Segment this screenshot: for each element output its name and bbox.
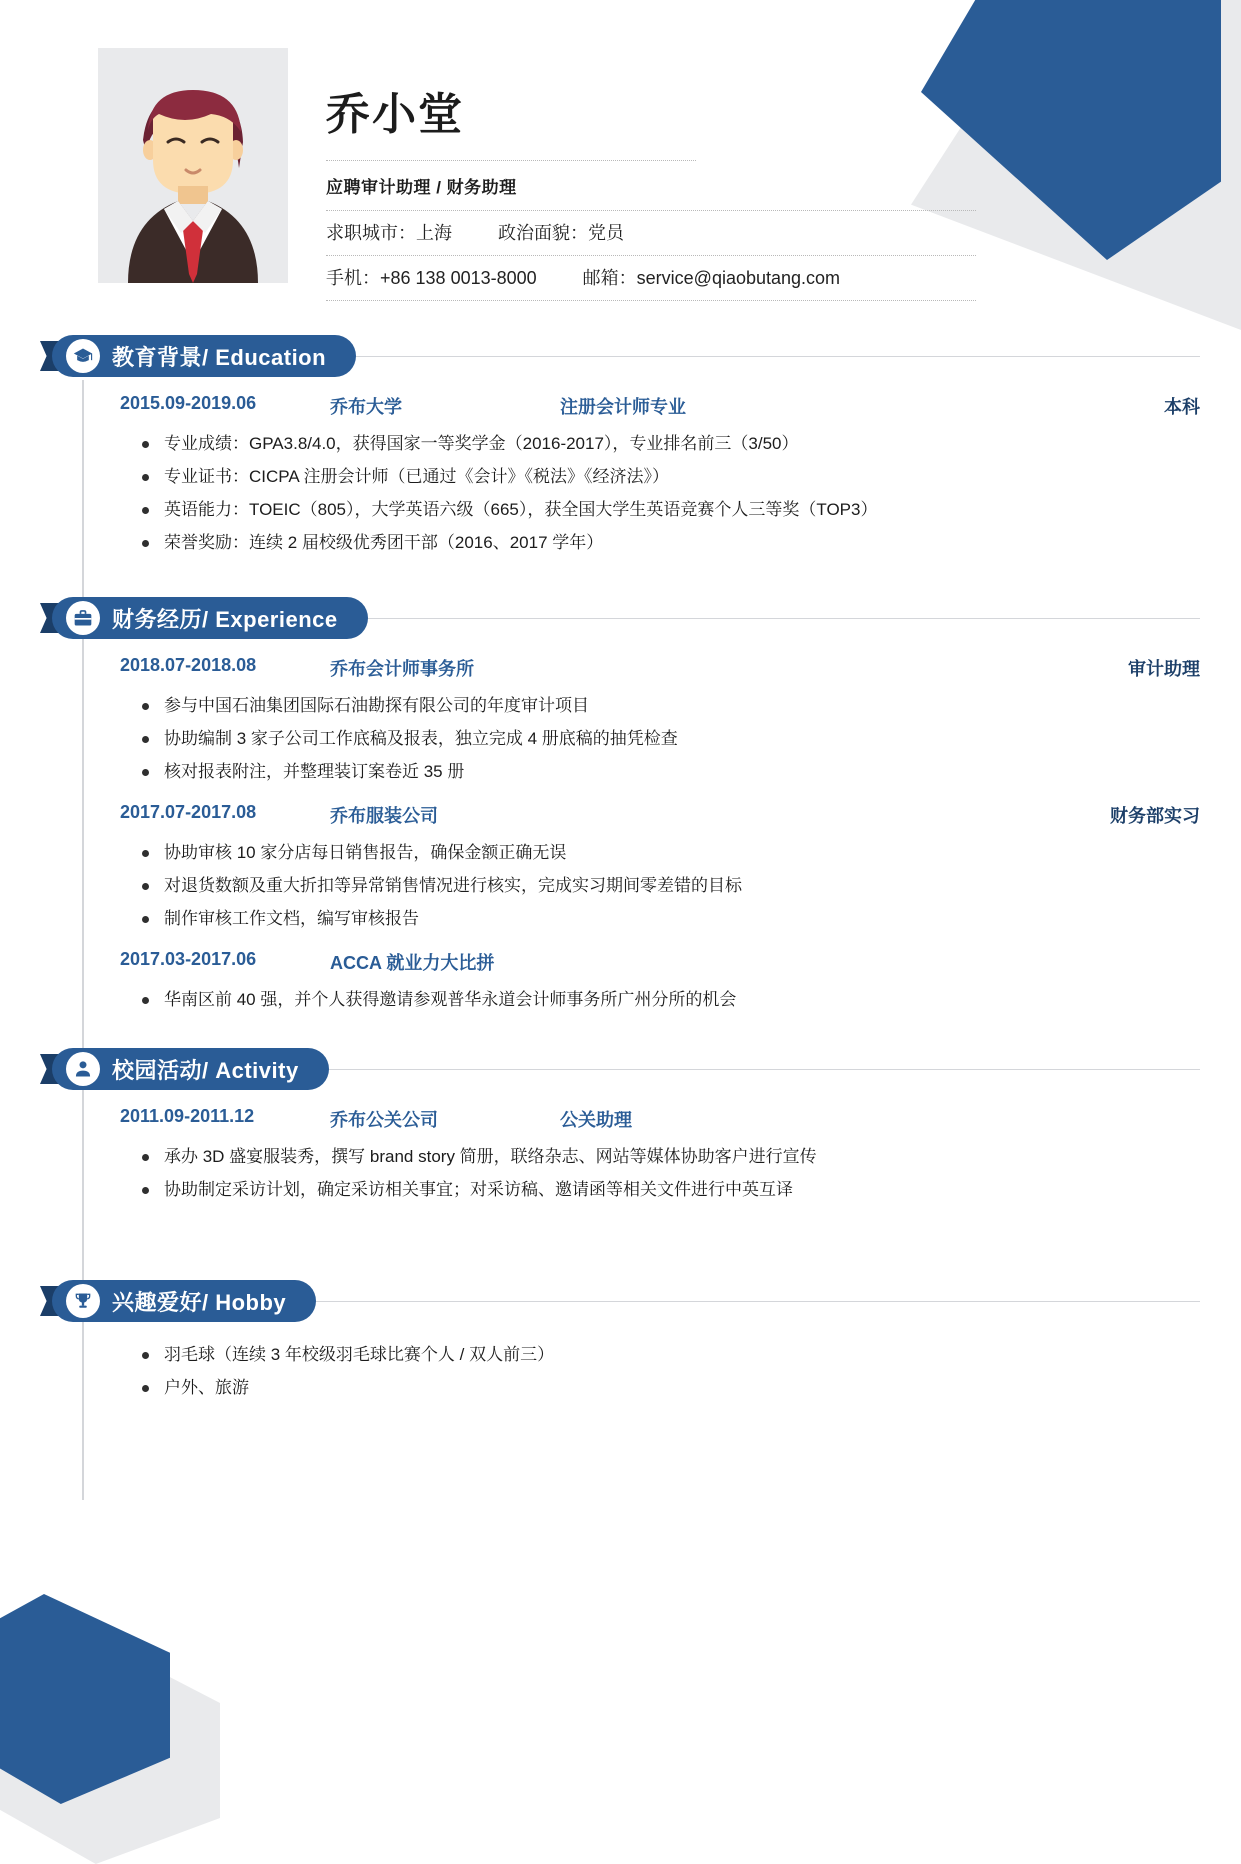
entry-role xyxy=(1080,949,1200,975)
section-banner xyxy=(40,597,1200,639)
entry-header xyxy=(120,655,1200,681)
list-item: 羽毛球（连续 3 年校级羽毛球比赛个人 / 双人前三） xyxy=(120,1338,1200,1371)
bullet-list xyxy=(120,689,1200,788)
list-item: 华南区前 40 强，并个人获得邀请参观普华永道会计师事务所广州分所的机会 xyxy=(120,983,1200,1016)
briefcase-icon xyxy=(66,601,100,635)
entry-date: 2017.07-2017.08 xyxy=(120,802,257,822)
entry xyxy=(120,949,1200,1016)
entry-organization: 乔布服装公司 xyxy=(330,806,438,826)
section-banner xyxy=(40,1280,1200,1322)
entry-header xyxy=(120,802,1200,828)
bullet-list xyxy=(120,983,1200,1016)
list-item: 协助制定采访计划，确定采访相关事宜；对采访稿、邀请函等相关文件进行中英互译 xyxy=(120,1173,1200,1206)
section-banner xyxy=(40,335,1200,377)
bullet-list xyxy=(120,836,1200,935)
entry-role xyxy=(1080,1106,1200,1132)
entry xyxy=(120,802,1200,935)
list-item: 户外、旅游 xyxy=(120,1371,1200,1404)
name-block xyxy=(326,48,1058,288)
entry-header xyxy=(120,393,1200,419)
section-rule xyxy=(319,1069,1200,1070)
entry-role: 财务部实习 xyxy=(1110,806,1200,826)
entry-header xyxy=(120,1106,1200,1132)
political-label: 政治面貌：党员 xyxy=(498,223,624,243)
list-item: 制作审核工作文档，编写审核报告 xyxy=(120,902,1200,935)
entry-organization: 乔布会计师事务所 xyxy=(330,659,474,679)
banner-pill xyxy=(52,1280,316,1322)
section-rule xyxy=(358,618,1200,619)
phone-label: 手机：+86 138 0013-8000 xyxy=(326,268,537,288)
entry-list xyxy=(120,1338,1200,1404)
list-item: 核对报表附注，并整理装订案卷近 35 册 xyxy=(120,755,1200,788)
entry-list xyxy=(120,1106,1200,1206)
entry-major xyxy=(560,949,1080,975)
entry-list xyxy=(120,655,1200,1016)
page-title: 乔小堂 xyxy=(326,90,464,139)
banner-pill xyxy=(52,597,368,639)
entry-date: 2017.03-2017.06 xyxy=(120,949,257,969)
entry-organization: ACCA 就业力大比拼 xyxy=(330,953,495,973)
section-title: 教育背景/ Education xyxy=(112,344,327,370)
contact-row-1 xyxy=(326,211,1058,255)
entry xyxy=(120,1338,1200,1404)
entry-role: 审计助理 xyxy=(1128,659,1200,679)
entry-date: 2011.09-2011.12 xyxy=(120,1106,255,1126)
entry-list xyxy=(120,393,1200,559)
entry-role: 本科 xyxy=(1164,397,1200,417)
resume-header xyxy=(98,48,1058,288)
bullet-list xyxy=(120,1140,1200,1206)
list-item: 对退货数额及重大折扣等异常销售情况进行核实，完成实习期间零差错的目标 xyxy=(120,869,1200,902)
list-item: 专业证书：CICPA 注册会计师（已通过《会计》《税法》《经济法》） xyxy=(120,460,1200,493)
section-1 xyxy=(40,335,1200,573)
entry xyxy=(120,393,1200,559)
bullet-list xyxy=(120,1338,1200,1404)
section-title: 兴趣爱好/ Hobby xyxy=(112,1289,287,1315)
city-label: 求职城市：上海 xyxy=(326,223,452,243)
avatar-illustration-icon xyxy=(98,78,288,283)
list-item: 协助编制 3 家子公司工作底稿及报表，独立完成 4 册底稿的抽凭检查 xyxy=(120,722,1200,755)
section-4 xyxy=(40,1280,1200,1418)
trophy-icon xyxy=(66,1284,100,1318)
section-title: 财务经历/ Experience xyxy=(112,606,338,632)
list-item: 参与中国石油集团国际石油勘探有限公司的年度审计项目 xyxy=(120,689,1200,722)
entry-date: 2018.07-2018.08 xyxy=(120,655,257,675)
list-item: 协助审核 10 家分店每日销售报告，确保金额正确无误 xyxy=(120,836,1200,869)
bullet-list xyxy=(120,427,1200,559)
list-item: 荣誉奖励：连续 2 届校级优秀团干部（2016、2017 学年） xyxy=(120,526,1200,559)
avatar xyxy=(98,48,288,283)
list-item: 专业成绩：GPA3.8/4.0，获得国家一等奖学金（2016-2017），专业排名前三（3/50） xyxy=(120,427,1200,460)
entry-organization: 乔布公关公司 xyxy=(330,1110,438,1130)
entry-major: 公关助理 xyxy=(560,1110,632,1130)
position-label: 应聘审计助理 / 财务助理 xyxy=(326,178,517,197)
entry-major xyxy=(560,655,1080,681)
entry xyxy=(120,1106,1200,1206)
person-icon xyxy=(66,1052,100,1086)
section-banner xyxy=(40,1048,1200,1090)
list-item: 英语能力：TOEIC（805），大学英语六级（665），获全国大学生英语竞赛个人三等奖（TOP3） xyxy=(120,493,1200,526)
list-item: 承办 3D 盛宴服装秀，撰写 brand story 简册，联络杂志、网站等媒体协助客户进行宣传 xyxy=(120,1140,1200,1173)
entry xyxy=(120,655,1200,788)
banner-pill xyxy=(52,1048,329,1090)
entry-header xyxy=(120,949,1200,975)
divider-footer xyxy=(326,300,976,301)
section-rule xyxy=(346,356,1200,357)
entry-organization: 乔布大学 xyxy=(330,397,402,417)
entry-date: 2015.09-2019.06 xyxy=(120,393,257,413)
section-title: 校园活动/ Activity xyxy=(112,1057,299,1083)
section-rule xyxy=(306,1301,1200,1302)
graduation-cap-icon xyxy=(66,339,100,373)
section-2 xyxy=(40,597,1200,1030)
divider-top xyxy=(326,160,696,161)
section-3 xyxy=(40,1048,1200,1220)
email-label: 邮箱：service@qiaobutang.com xyxy=(582,268,841,288)
entry-major xyxy=(560,802,1080,828)
contact-row-2 xyxy=(326,256,1058,300)
banner-pill xyxy=(52,335,356,377)
entry-major: 注册会计师专业 xyxy=(560,397,686,417)
